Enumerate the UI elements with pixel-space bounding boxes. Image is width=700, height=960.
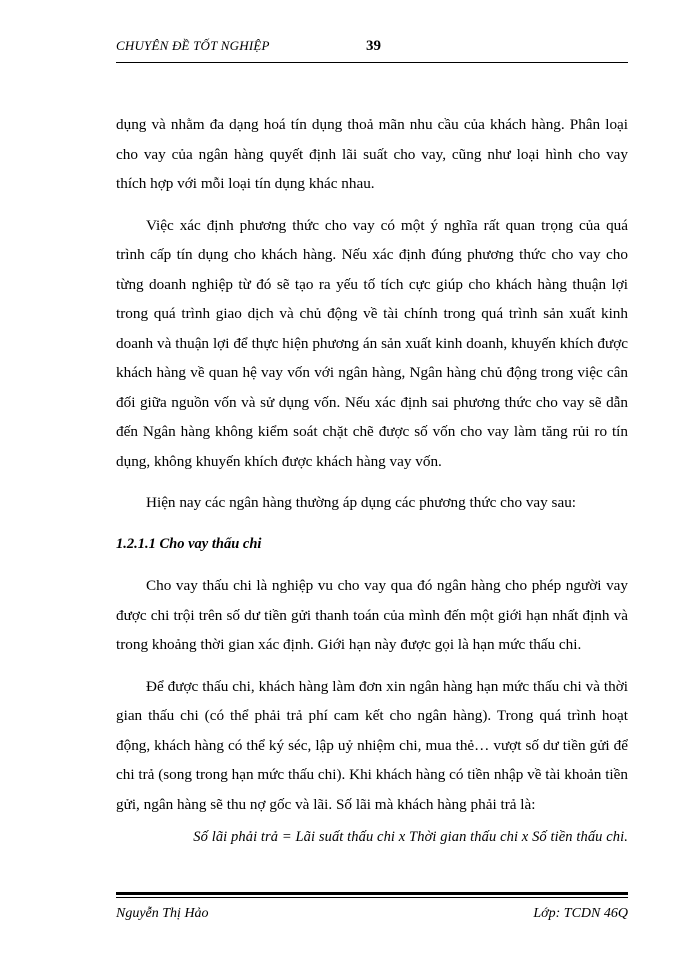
interest-formula: Số lãi phải trả = Lãi suất thấu chi x Thời gian thấu chi x Số tiền thấu chi. — [193, 829, 628, 845]
section-heading: 1.2.1.1 Cho vay thấu chi — [116, 535, 262, 552]
footer-class: Lớp: TCDN 46Q — [533, 906, 628, 921]
footer-author: Nguyễn Thị Hảo — [116, 906, 209, 921]
body-text — [116, 110, 628, 853]
footer-rule-thick — [116, 892, 628, 895]
paragraph-3: Hiện nay các ngân hàng thường áp dụng các phương thức cho vay sau: — [146, 494, 577, 511]
page-number: 39 — [366, 38, 381, 54]
header-rule — [116, 62, 628, 63]
paragraph-4: Cho vay thấu chi là nghiệp vu cho vay qua đó ngân hàng cho phép người vay được chi trội trên số dư tiền gửi thanh toán của mình đến một giới hạn nhất định và trong khoảng thời gian xác định. Giới hạn này được gọi là hạn mức thấu chi. — [116, 577, 628, 653]
paragraph-1: dụng và nhằm đa dạng hoá tín dụng thoả mãn nhu cầu của khách hàng. Phân loại cho vay của ngân hàng quyết định lãi suất cho vay, cũng như loại hình cho vay thích hợp với mỗi loại tín dụng khác nhau. — [116, 116, 628, 192]
header-title: CHUYÊN ĐỀ TỐT NGHIỆP — [116, 38, 270, 53]
page-header — [116, 38, 628, 62]
paragraph-5: Để được thấu chi, khách hàng làm đơn xin ngân hàng hạn mức thấu chi và thời gian thấu chi (có thể phải trả phí cam kết cho ngân hàng). Trong quá trình hoạt động, khách hàng có thể ký séc, lập uỷ nhiệm chi, mua thẻ… vượt số dư tiền gửi để chi trả (song trong hạn mức thấu chi). Khi khách hàng có tiền nhập về tài khoản tiền gửi, ngân hàng sẽ thu nợ gốc và lãi. Số lãi mà khách hàng phải trả là: — [116, 677, 628, 813]
footer-rule-thin — [116, 897, 628, 898]
paragraph-2: Việc xác định phương thức cho vay có một ý nghĩa rất quan trọng của quá trình cấp tín dụng cho khách hàng. Nếu xác định đúng phương thức cho vay cho từng doanh nghiệp từ đó sẽ tạo ra yếu tố tích cực giúp cho khách hàng thuận lợi trong quá trình giao dịch và chủ động về tài chính trong quá trình sản xuất kinh doanh và thuận lợi để thực hiện phương án sản xuất kinh doanh, khuyến khích được khách hàng về quan hệ vay vốn với ngân hàng, Ngân hàng chủ động trong việc cân đối giữa nguồn vốn và sử dụng vốn. Nếu xác định sai phương thức cho vay sẽ dẫn đến Ngân hàng không kiểm soát chặt chẽ được số vốn cho vay làm tăng rủi ro tín dụng, không khuyến khích được khách hàng vay vốn. — [116, 216, 628, 470]
